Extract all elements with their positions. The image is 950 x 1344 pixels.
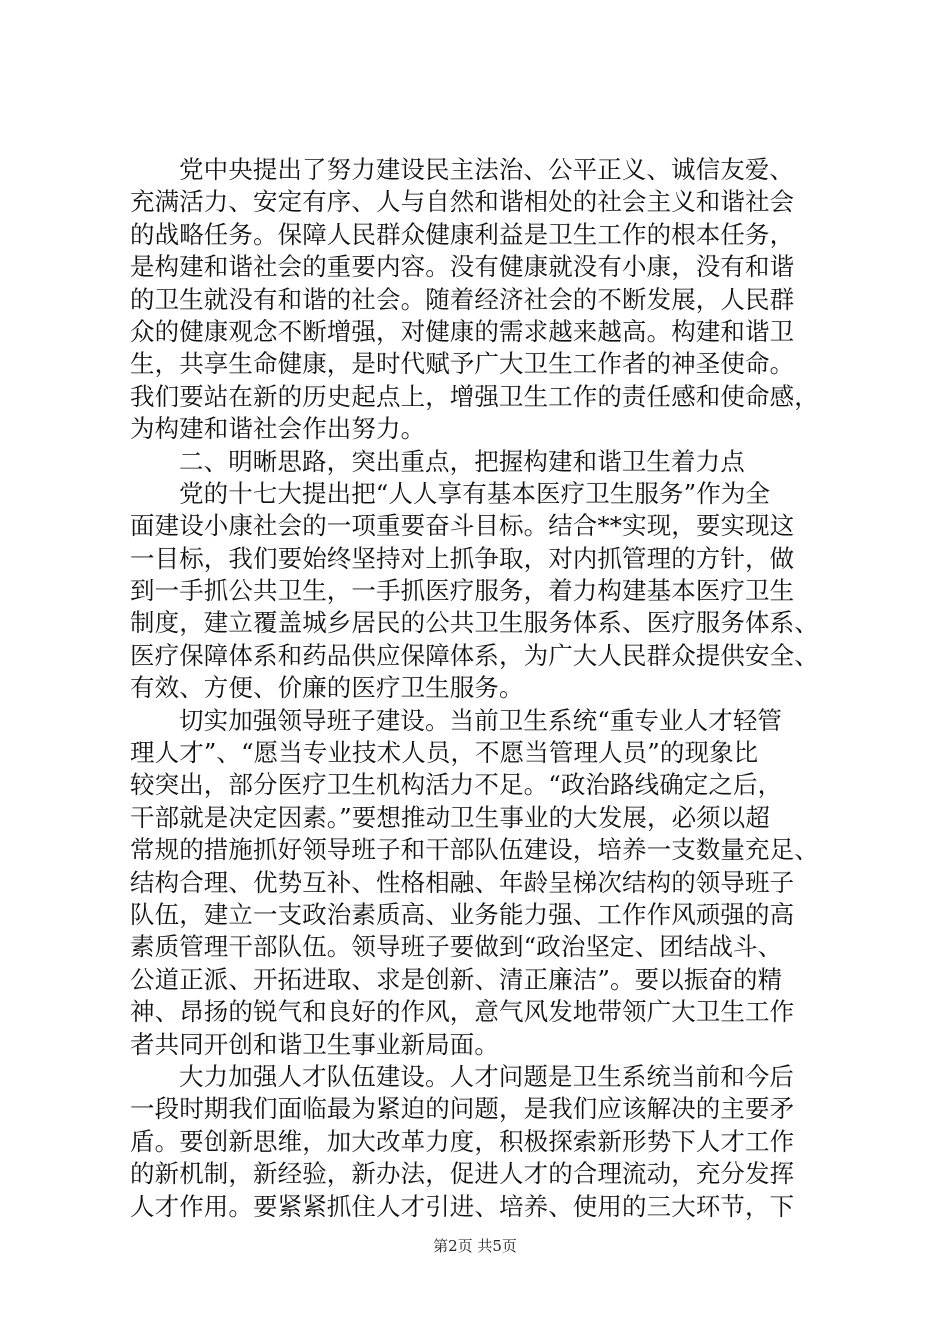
paragraph-line: 是构建和谐社会的重要内容。没有健康就没有小康，没有和谐	[130, 252, 795, 282]
paragraph-line: 的战略任务。保障人民群众健康利益是卫生工作的根本任务，	[130, 219, 795, 249]
paragraph-line: 干部就是决定因素。”要想推动卫生事业的大发展，必须以超	[130, 802, 770, 832]
paragraph-line: 我们要站在新的历史起点上，增强卫生工作的责任感和使命感，	[130, 381, 819, 411]
paragraph-line: 切实加强领导班子建设。当前卫生系统“重专业人才轻管	[179, 705, 783, 735]
paragraph-line: 众的健康观念不断增强，对健康的需求越来越高。构建和谐卫	[130, 316, 795, 346]
paragraph-line: 为构建和谐社会作出努力。	[130, 414, 426, 444]
paragraph-line: 常规的措施抓好领导班子和干部队伍建设，培养一支数量充足、	[130, 835, 819, 865]
paragraph-line: 神、昂扬的锐气和良好的作风，意气风发地带领广大卫生工作	[130, 997, 795, 1027]
paragraph-line: 党中央提出了努力建设民主法治、公平正义、诚信友爱、	[179, 155, 794, 184]
paragraph-line: 一段时期我们面临最为紧迫的问题，是我们应该解决的主要矛	[130, 1094, 795, 1124]
paragraph-line: 有效、方便、价廉的医疗卫生服务。	[130, 673, 524, 703]
paragraph-line: 队伍，建立一支政治素质高、业务能力强、工作作风顽强的高	[130, 899, 795, 929]
section-heading: 二、明晰思路，突出重点，把握构建和谐卫生着力点	[179, 446, 745, 476]
document-body	[130, 154, 830, 1223]
paragraph-line: 盾。要创新思维，加大改革力度，积极探索新形势下人才工作	[130, 1126, 795, 1156]
paragraph-line: 面建设小康社会的一项重要奋斗目标。结合**实现，要实现这	[130, 511, 795, 541]
paragraph-line: 的新机制，新经验，新办法，促进人才的合理流动，充分发挥	[130, 1159, 795, 1189]
paragraph-line: 一目标，我们要始终坚持对上抓争取，对内抓管理的方针，做	[130, 543, 795, 573]
paragraph-line: 较突出，部分医疗卫生机构活力不足。“政治路线确定之后，	[130, 770, 783, 800]
paragraph-line: 的卫生就没有和谐的社会。随着经济社会的不断发展，人民群	[130, 284, 795, 314]
page-number-footer: 第2页 共5页	[433, 1237, 517, 1255]
paragraph-line: 公道正派、开拓进取、求是创新、清正廉洁”。要以振奋的精	[130, 964, 783, 994]
paragraph-line: 充满活力、安定有序、人与自然和谐相处的社会主义和谐社会	[130, 187, 795, 217]
paragraph-line: 人才作用。要紧紧抓住人才引进、培养、使用的三大环节，下	[130, 1191, 795, 1221]
paragraph-line: 党的十七大提出把“人人享有基本医疗卫生服务”作为全	[179, 478, 771, 508]
paragraph-line: 者共同开创和谐卫生事业新局面。	[130, 1029, 499, 1059]
paragraph-line: 生，共享生命健康，是时代赋予广大卫生工作者的神圣使命。	[130, 349, 795, 379]
paragraph-line: 素质管理干部队伍。领导班子要做到“政治坚定、团结战斗、	[130, 932, 783, 962]
paragraph-line: 医疗保障体系和药品供应保障体系，为广大人民群众提供安全、	[130, 640, 819, 670]
paragraph-line: 结构合理、优势互补、性格相融、年龄呈梯次结构的领导班子	[130, 867, 795, 897]
paragraph-line: 理人才”、“愿当专业技术人员，不愿当管理人员”的现象比	[130, 738, 759, 768]
paragraph-line: 制度，建立覆盖城乡居民的公共卫生服务体系、医疗服务体系、	[130, 608, 819, 638]
paragraph-line: 到一手抓公共卫生，一手抓医疗服务，着力构建基本医疗卫生	[130, 576, 795, 606]
paragraph-line: 大力加强人才队伍建设。人才问题是卫生系统当前和今后	[179, 1061, 794, 1091]
